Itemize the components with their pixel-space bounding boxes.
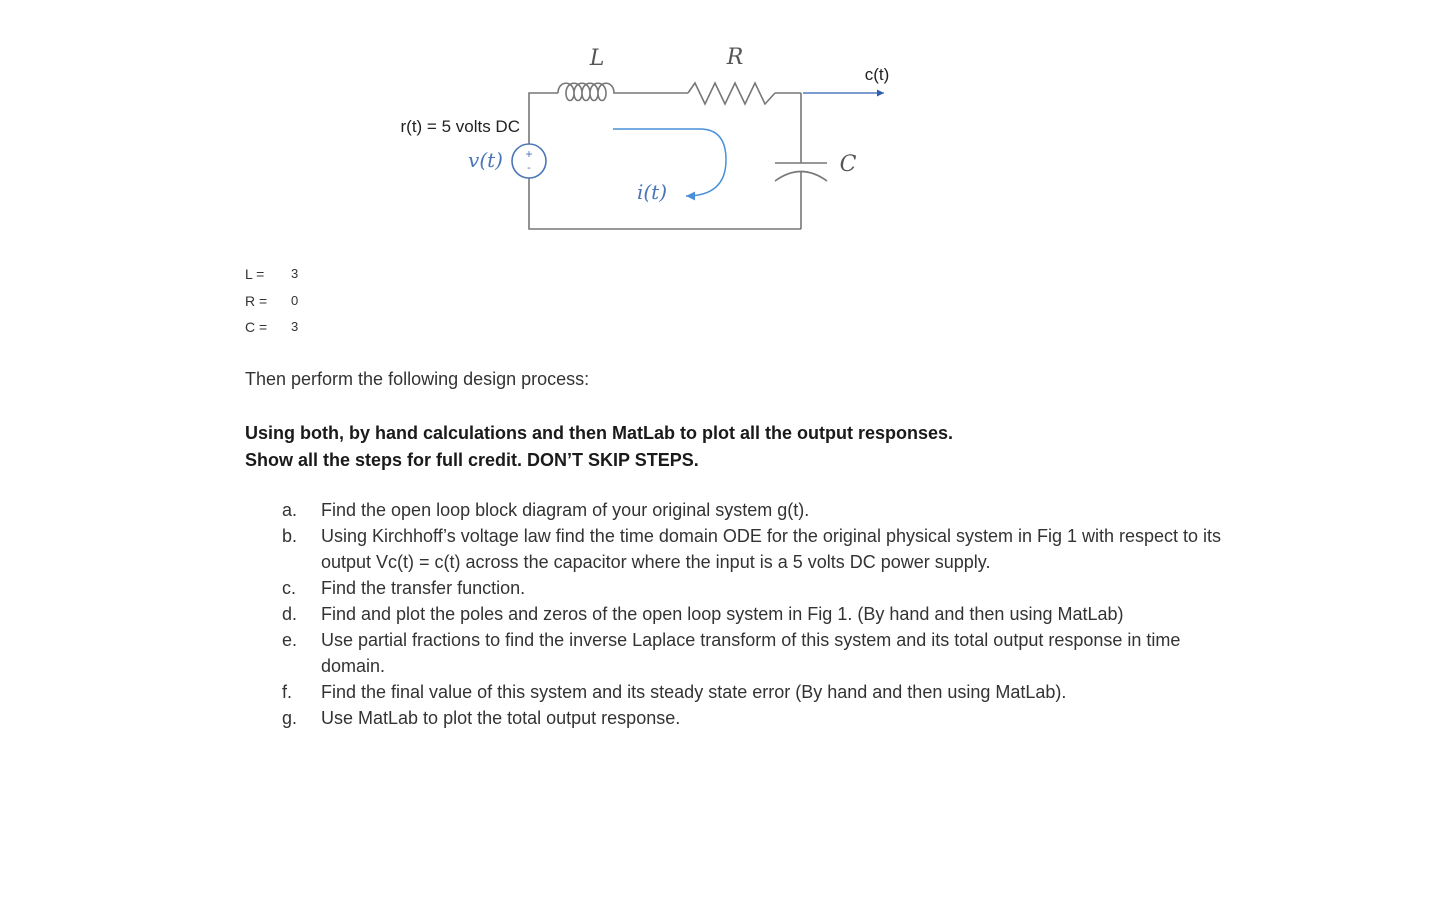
task-label: b. <box>282 526 298 546</box>
voltage-source-symbol <box>512 144 546 178</box>
resistor-label: R <box>726 45 744 70</box>
param-row-L <box>245 266 298 293</box>
task-item <box>282 523 1242 575</box>
task-item <box>282 575 1242 601</box>
param-row-R <box>245 293 298 320</box>
task-text: Use partial fractions to find the inverse Laplace transform of this system and its total output response in time domain. <box>321 630 1181 676</box>
task-item <box>282 497 1242 523</box>
task-label: c. <box>282 578 297 598</box>
inductor-symbol <box>558 83 622 100</box>
source-minus-sign: - <box>527 162 531 174</box>
intro-text: Then perform the following design process: <box>245 369 590 389</box>
instructions-block <box>245 420 953 474</box>
task-text: Find the open loop block diagram of your original system g(t). <box>321 500 810 520</box>
param-name: L = <box>245 266 265 282</box>
task-item <box>282 705 1242 731</box>
source-label: v(t) <box>468 148 503 172</box>
circuit-wires <box>529 93 801 229</box>
param-value: 0 <box>291 292 299 308</box>
param-value: 3 <box>291 266 299 281</box>
circuit-diagram <box>0 0 1440 250</box>
param-name: R = <box>245 292 268 309</box>
task-text: Find the final value of this system and its steady state error (By hand and then using MatLab). <box>321 682 1067 702</box>
task-item <box>282 679 1242 705</box>
task-text: Use MatLab to plot the total output response. <box>321 708 681 728</box>
output-label: c(t) <box>864 65 890 84</box>
instruction-line-1: Using both, by hand calculations and then MatLab to plot all the output responses. <box>245 423 954 443</box>
param-value: 3 <box>291 319 299 334</box>
capacitor-label: C <box>839 152 857 177</box>
inductor-label: L <box>589 46 605 71</box>
task-text: Find and plot the poles and zeros of the open loop system in Fig 1. (By hand and then using MatLab) <box>321 604 1124 624</box>
task-label: f. <box>282 682 293 702</box>
param-row-C <box>245 319 298 346</box>
task-label: e. <box>282 630 298 650</box>
input-label: r(t) = 5 volts DC <box>400 117 520 136</box>
instruction-line-2: Show all the steps for full credit. DON’T SKIP STEPS. <box>245 450 699 470</box>
task-text: Find the transfer function. <box>321 578 526 598</box>
task-label: g. <box>282 708 298 728</box>
current-label: i(t) <box>636 180 668 204</box>
task-text: Using Kirchhoff’s voltage law find the time domain ODE for the original physical system in Fig 1 with respect to its output Vc(t) = c(t) across the capacitor where the input is a 5 volts DC power supply. <box>321 526 1222 572</box>
source-plus-sign: + <box>525 147 533 161</box>
task-item <box>282 627 1242 679</box>
task-item <box>282 601 1242 627</box>
resistor-symbol <box>688 83 775 104</box>
task-label: a. <box>282 500 298 520</box>
task-label: d. <box>282 604 298 624</box>
parameter-list <box>245 266 298 346</box>
current-loop-arrow <box>613 129 726 196</box>
task-list <box>282 497 1242 731</box>
param-name: C = <box>245 319 268 335</box>
